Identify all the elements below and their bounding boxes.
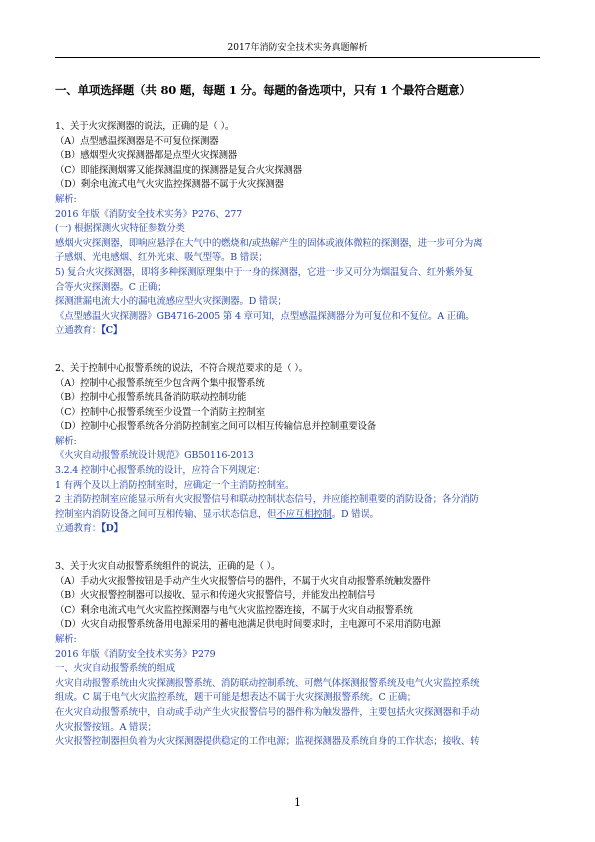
analysis-line: 合等火灾探测器。C 正确； bbox=[55, 281, 167, 293]
section-title: 一、单项选择题（共 80 题，每题 1 分。每题的备选项中，只有 1 个最符合题意） bbox=[55, 83, 471, 97]
answer-line bbox=[55, 324, 545, 339]
option-b: （B）火灾报警控制器可以接收、显示和传递火灾报警信号，并能发出控制信号 bbox=[55, 590, 376, 602]
option-c: （C）剩余电流式电气火灾监控探测器与电气火灾监控器连接，不属于火灾自动报警系统 bbox=[55, 604, 413, 616]
option-d: （D）剩余电流式电气火灾监控探测器不属于火灾探测器 bbox=[55, 179, 284, 191]
question-stem: 2、关于控制中心报警系统的说法，不符合规范要求的是（ ）。 bbox=[55, 362, 309, 374]
analysis-line: 火灾报警控制器担负着为火灾探测器提供稳定的工作电源；监视探测器及系统自身的工作状态；接收、转 bbox=[55, 736, 480, 748]
analysis-line: 火灾报警按钮。A 错误； bbox=[55, 721, 157, 733]
option-a: （A）手动火灾报警按钮是手动产生火灾报警信号的器件，不属于火灾自动报警系统触发器件 bbox=[55, 575, 431, 587]
analysis-line: 《点型感温火灾探测器》GB4716-2005 第 4 章可知，点型感温探测器分为可复位和不复位。A 正确。 bbox=[55, 310, 475, 322]
answer-prefix: 立通教育： bbox=[55, 523, 102, 535]
analysis-line: 2 主消防控制室应能显示所有火灾报警信号和联动控制状态信号，并应能控制重要的消防设备；各分消防 bbox=[55, 494, 479, 506]
analysis-line: 在火灾自动报警系统中，自动或手动产生火灾报警信号的器件称为触发器件，主要包括火灾探测器和手动 bbox=[55, 706, 480, 718]
analysis-line: 2016 年版《消防安全技术实务》P276、277 bbox=[55, 208, 243, 220]
analysis-label: 解析: bbox=[55, 634, 77, 645]
page-header: 2017年消防安全技术实务真题解析 bbox=[227, 43, 368, 53]
analysis-label: 解析: bbox=[55, 193, 77, 205]
option-b: （B）感烟型火灾探测器都是点型火灾探测器 bbox=[55, 150, 238, 162]
analysis-text: 。D 错误。 bbox=[331, 508, 379, 520]
analysis-line: 3.2.4 控制中心报警系统的设计，应符合下列规定： bbox=[55, 465, 266, 477]
content-body bbox=[55, 120, 545, 773]
analysis-line: 2016 年版《消防安全技术实务》P279 bbox=[55, 648, 216, 660]
option-c: （C）控制中心报警系统至少设置一个消防主控制室 bbox=[55, 406, 265, 418]
option-b: （B）控制中心报警系统具备消防联动控制功能 bbox=[55, 392, 247, 404]
answer-line bbox=[55, 522, 545, 537]
option-d: （D）控制中心报警系统各分消防控制室之间可以相互传输信息并控制重要设备 bbox=[55, 421, 377, 433]
analysis-line: 组成。C 属于电气火灾监控系统，题干可能是想表达不属于火灾探测报警系统。C 正确； bbox=[55, 692, 417, 704]
analysis-line: 1 有两个及以上消防控制室时，应确定一个主消防控制室。 bbox=[55, 479, 295, 491]
page-number: 1 bbox=[294, 796, 301, 809]
answer-value: 【D】 bbox=[101, 523, 123, 535]
analysis-line: 5) 复合火灾探测器，即将多种探测原理集中于一身的探测器，它进一步又可分为烟温复合、红外紫外复 bbox=[55, 266, 474, 278]
answer-prefix: 立通教育： bbox=[55, 325, 102, 337]
analysis-line: 探测泄漏电流大小的漏电流感应型火灾探测器。D 错误； bbox=[55, 296, 287, 308]
analysis-line: 子感烟、光电感烟、红外光束、吸气型等。B 错误； bbox=[55, 252, 268, 264]
analysis-line: 《火灾自动报警系统设计规范》GB50116-2013 bbox=[55, 450, 254, 462]
option-a: （A）点型感温探测器是不可复位探测器 bbox=[55, 135, 219, 147]
analysis-line: 一、火灾自动报警系统的组成 bbox=[55, 663, 175, 675]
question-3 bbox=[55, 560, 545, 750]
analysis-line bbox=[55, 508, 545, 523]
question-1 bbox=[55, 120, 545, 339]
analysis-label: 解析: bbox=[55, 435, 77, 447]
question-2 bbox=[55, 362, 545, 537]
analysis-line: 火灾自动报警系统由火灾探测报警系统、消防联动控制系统、可燃气体探测报警系统及电气火灾监控系统 bbox=[55, 677, 480, 689]
option-c: （C）即能探测烟雾又能探测温度的探测器是复合火灾探测器 bbox=[55, 164, 302, 176]
question-stem: 3、关于火灾自动报警系统组件的说法，正确的是（ ）。 bbox=[55, 561, 281, 573]
option-a: （A）控制中心报警系统至少包含两个集中报警系统 bbox=[55, 377, 265, 389]
header-rule bbox=[55, 57, 540, 58]
analysis-line: (一) 根据探测火灾特征参数分类 bbox=[55, 223, 185, 235]
analysis-underlined-text: 不应互相控制 bbox=[276, 508, 332, 520]
option-d: （D）火灾自动报警系统备用电源采用的蓄电池满足供电时间要求时，主电源可不采用消防电源 bbox=[55, 619, 441, 631]
question-stem: 1、关于火灾探测器的说法，正确的是（ ）。 bbox=[55, 121, 235, 132]
answer-value: 【C】 bbox=[101, 325, 123, 337]
analysis-text: 控制室内消防设备之间可互相传输、显示状态信息，但 bbox=[55, 508, 277, 520]
analysis-line: 感烟火灾探测器，即响应悬浮在大气中的燃烧和/或热解产生的固体或液体微粒的探测器，进一步可分为离 bbox=[55, 237, 483, 249]
